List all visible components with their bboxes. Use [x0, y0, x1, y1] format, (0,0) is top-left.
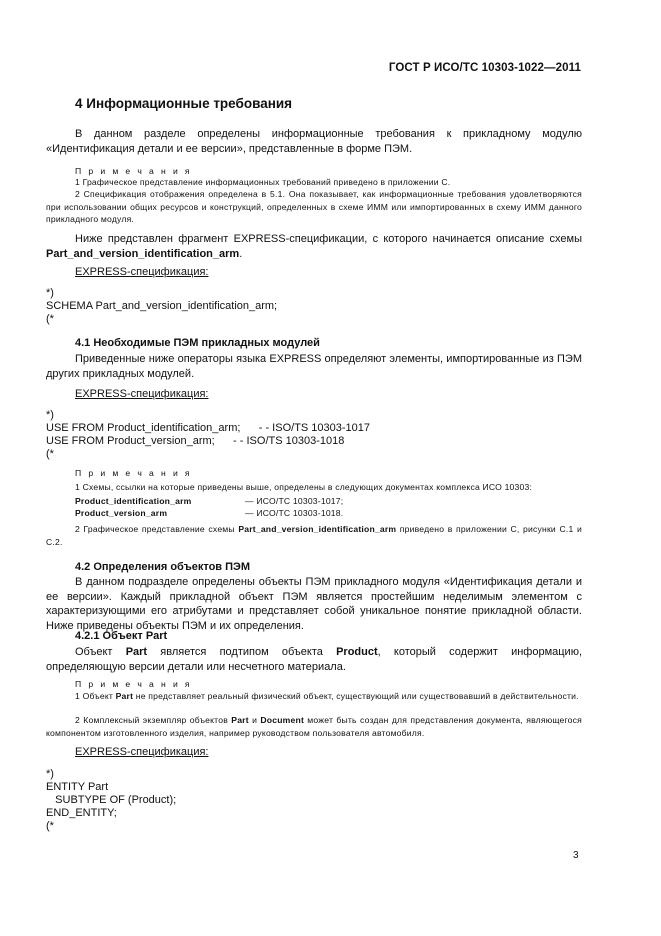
section-4-2-1-code-line-3: SUBTYPE OF (Product); [46, 794, 177, 806]
express-intro-end: . [239, 247, 243, 260]
page-number: 3 [573, 850, 579, 861]
section-4-1-title: 4.1 Необходимые ПЭМ прикладных модулей [75, 337, 320, 349]
section-4-1-code-line-1: *) [46, 409, 54, 421]
section-4-1-code-line-4: (* [46, 448, 54, 460]
section-4-2-1-code-line-2: ENTITY Part [46, 781, 109, 793]
section-4-1-notes-heading: П р и м е ч а н и я [75, 468, 192, 478]
section-4-2-text: В данном подразделе определены объекты ПЭМ прикладного модуля «Идентификация детали и ее версии». Каждый прикладной объект ПЭМ является простейшим неделимым элементом с характеризующими его атрибутами и представляет собой уникальное понятие прикладной области. Ниже приведены объекты ПЭМ и их определения. [46, 576, 582, 632]
section-4-2-1-notes-heading: П р и м е ч а н и я [75, 679, 192, 689]
reference-schema-name-2: Product_version_arm [75, 508, 168, 518]
section-4-2-1-code-line-5: (* [46, 820, 54, 832]
section-4-code-line-1: *) [46, 287, 54, 299]
section-4-intro: В данном разделе определены информационные требования к прикладному модулю «Идентификация детали и ее версии», представленные в форме ПЭМ. [46, 128, 582, 155]
section-4-2-1-note-2: 2 Комплексный экземпляр объектов Part и Document может быть создан для представления документа, являющегося компонентом изготовленного изделия, например руководством пользователя автомобиля. [46, 715, 582, 738]
section-4-1-note-1: 1 Схемы, ссылки на которые приведены выше, определены в следующих документах комплекса ИСО 10303: [75, 482, 533, 492]
section-4-2-1-note-1: 1 Объект Part не представляет реальный физический объект, существующий или существовавший в действительности. [75, 691, 579, 701]
document-header-id: ГОСТ Р ИСО/ТС 10303-1022—2011 [388, 62, 581, 74]
section-4-express-intro [46, 232, 582, 261]
section-4-2-1-title: 4.2.1 Объект Part [75, 630, 168, 642]
section-4-2-1-text: Объект Part является подтипом объекта Product, который содержит информацию, определяющую версии детали или несчетного материала. [46, 646, 583, 673]
reference-schema-name-1: Product_identification_arm [75, 496, 192, 506]
section-4-2-title: 4.2 Определения объектов ПЭМ [75, 561, 251, 573]
section-4-note-2: 2 Спецификация отображения определена в 5.1. Она показывает, как информационные требования удовлетворяются при использовании общих ресурсов и конструкций, определенных в схеме ИММ или импортированных в схему ИММ данного прикладного модуля. [46, 189, 582, 224]
express-intro-text: Ниже представлен фрагмент EXPRESS-спецификации, с которого начинается описание схемы [75, 233, 582, 245]
section-4-note-1: 1 Графическое представление информационных требований приведено в приложении С. [75, 177, 451, 187]
section-4-express-label: EXPRESS-спецификация: [75, 266, 209, 278]
section-4-title: 4 Информационные требования [75, 96, 293, 111]
section-4-1-express-label: EXPRESS-спецификация: [75, 388, 209, 400]
section-4-1-note-2: 2 Графическое представление схемы Part_and_version_identification_arm приведено в приложении С, рисунки С.1 и С.2. [46, 524, 582, 547]
section-4-notes-heading: П р и м е ч а н и я [75, 166, 192, 176]
section-4-code-line-3: (* [46, 313, 54, 325]
section-4-1-code-line-3: USE FROM Product_version_arm; - - ISO/TS 10303-1018 [46, 435, 345, 447]
section-4-2-1-express-label: EXPRESS-спецификация: [75, 746, 209, 758]
express-intro-schema-name: Part_and_version_identification_arm [46, 247, 240, 260]
section-4-2-1-code-line-1: *) [46, 768, 54, 780]
reference-document-1: — ИСО/ТС 10303-1017; [245, 496, 344, 506]
reference-document-2: — ИСО/ТС 10303-1018. [245, 508, 344, 518]
section-4-1-text: Приведенные ниже операторы языка EXPRESS определяют элементы, импортированные из ПЭМ других прикладных модулей. [46, 353, 582, 380]
section-4-2-1-code-line-4: END_ENTITY; [46, 807, 117, 819]
section-4-code-line-2: SCHEMA Part_and_version_identification_arm; [46, 300, 278, 312]
section-4-1-code-line-2: USE FROM Product_identification_arm; - - ISO/TS 10303-1017 [46, 422, 371, 434]
